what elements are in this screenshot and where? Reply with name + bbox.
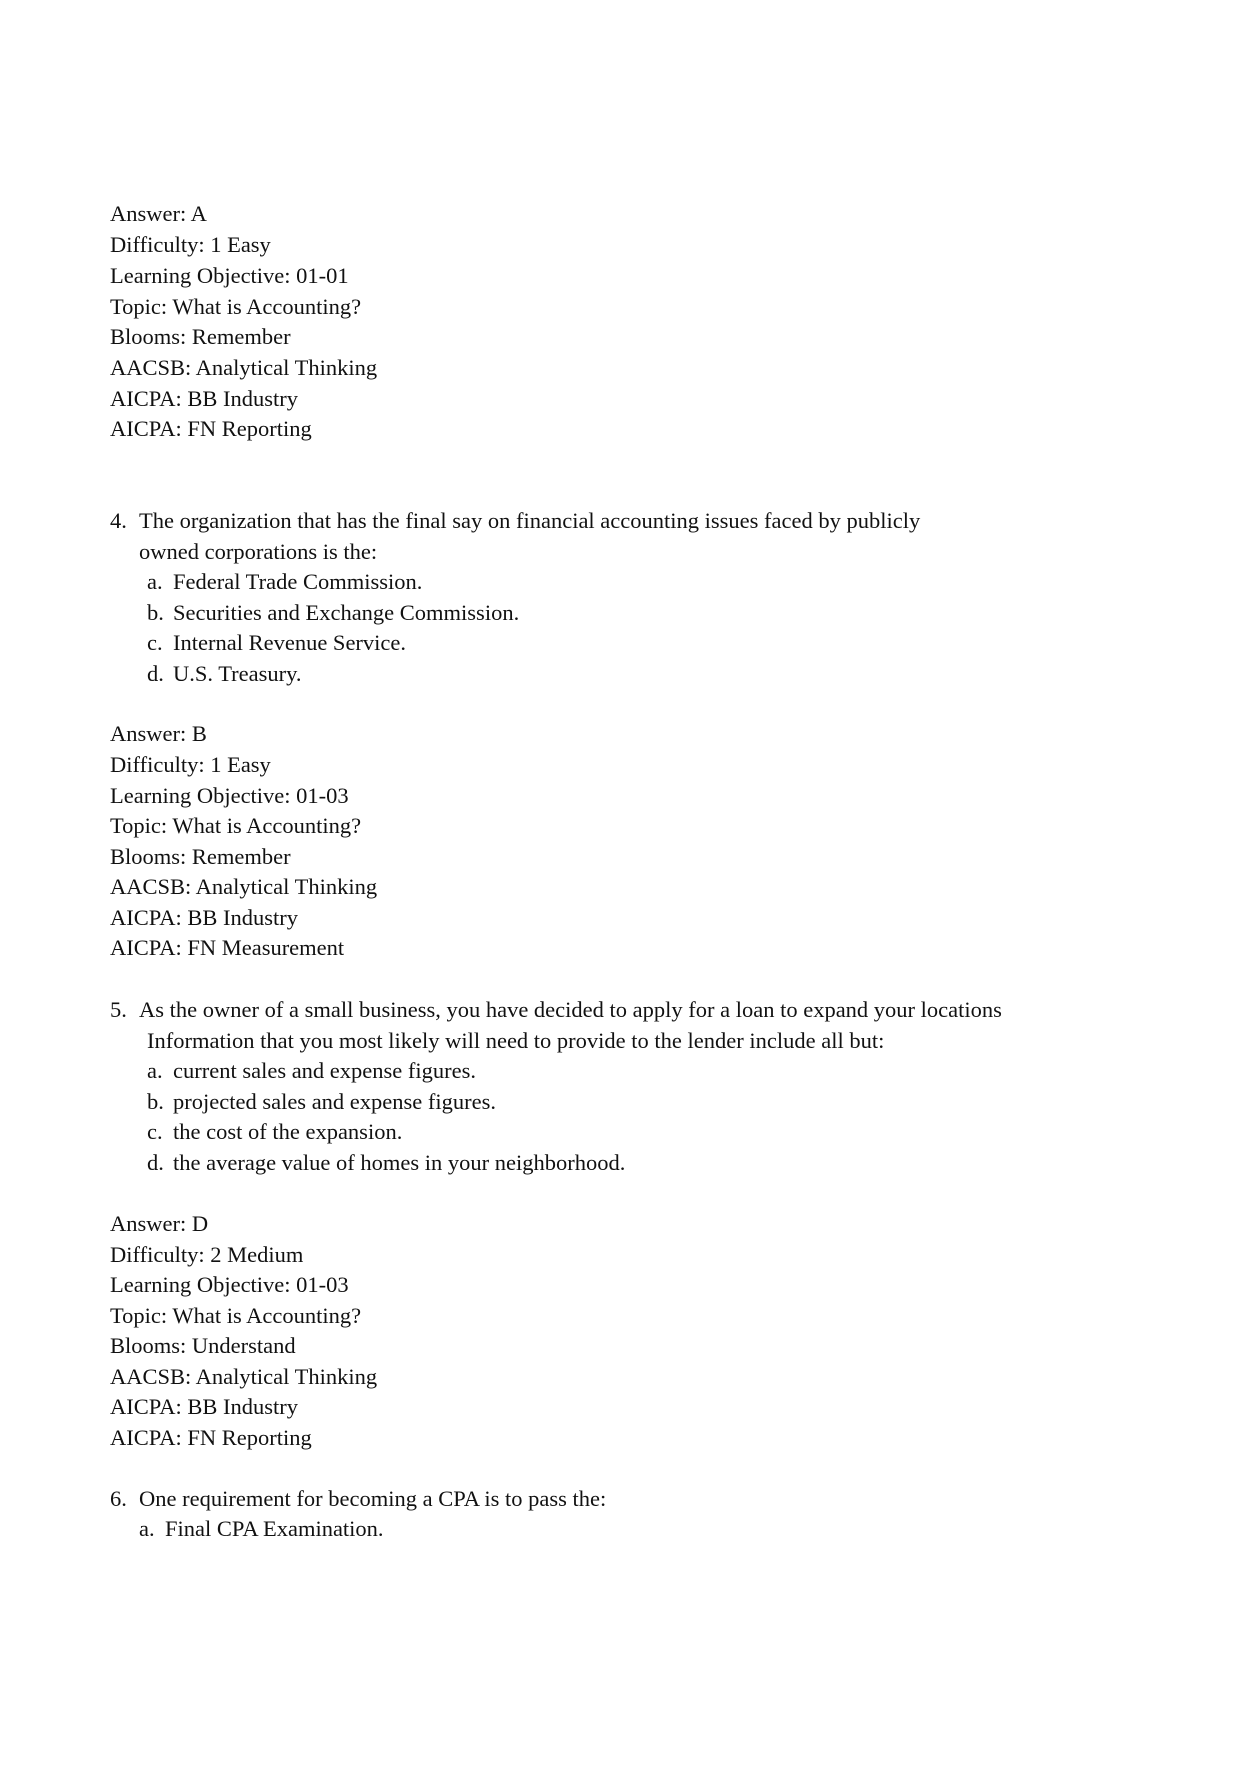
option-letter: c. — [147, 1119, 163, 1144]
question-5-stem — [110, 995, 1002, 1025]
question-6-option-a — [139, 1514, 384, 1544]
option-text: U.S. Treasury. — [173, 661, 302, 686]
difficulty-line: Difficulty: 1 Easy — [110, 232, 271, 257]
option-letter: b. — [147, 1089, 164, 1114]
question-5-stem-cont: Information that you most likely will need to provide to the lender include all but: — [147, 1028, 885, 1053]
question-6-stem — [110, 1484, 606, 1514]
difficulty-line: Difficulty: 2 Medium — [110, 1242, 304, 1267]
aicpa-line: AICPA: BB Industry — [110, 905, 298, 930]
option-text: Final CPA Examination. — [165, 1516, 384, 1541]
option-letter: a. — [139, 1516, 155, 1541]
option-text: current sales and expense figures. — [173, 1058, 477, 1083]
aacsb-line: AACSB: Analytical Thinking — [110, 355, 378, 380]
blooms-line: Blooms: Understand — [110, 1333, 296, 1358]
answer-line: Answer: A — [110, 201, 207, 226]
aicpa-line: AICPA: FN Measurement — [110, 935, 345, 960]
blooms-line: Blooms: Remember — [110, 844, 291, 869]
aicpa-line: AICPA: FN Reporting — [110, 1425, 312, 1450]
option-text: projected sales and expense figures. — [173, 1089, 496, 1114]
option-text: the average value of homes in your neighborhood. — [173, 1150, 626, 1175]
learning-objective-line: Learning Objective: 01-03 — [110, 783, 349, 808]
option-letter: c. — [147, 630, 163, 655]
aacsb-line: AACSB: Analytical Thinking — [110, 874, 378, 899]
question-number: 6. — [110, 1486, 127, 1511]
question-4-stem — [110, 506, 920, 536]
question-4-option-b — [147, 598, 519, 628]
aacsb-line: AACSB: Analytical Thinking — [110, 1364, 378, 1389]
topic-line: Topic: What is Accounting? — [110, 1303, 362, 1328]
question-5-option-a — [147, 1056, 476, 1086]
option-letter: b. — [147, 600, 164, 625]
question-4-option-a — [147, 567, 422, 597]
option-text: Securities and Exchange Commission. — [173, 600, 520, 625]
option-text: the cost of the expansion. — [173, 1119, 403, 1144]
question-text: One requirement for becoming a CPA is to pass the: — [139, 1486, 607, 1511]
answer-line: Answer: D — [110, 1211, 209, 1236]
question-number: 4. — [110, 508, 127, 533]
question-number: 5. — [110, 997, 127, 1022]
option-letter: a. — [147, 1058, 163, 1083]
aicpa-line: AICPA: FN Reporting — [110, 416, 312, 441]
question-4-option-c — [147, 628, 406, 658]
answer-line: Answer: B — [110, 721, 207, 746]
aicpa-line: AICPA: BB Industry — [110, 1394, 298, 1419]
topic-line: Topic: What is Accounting? — [110, 813, 362, 838]
option-letter: d. — [147, 661, 164, 686]
option-letter: a. — [147, 569, 163, 594]
learning-objective-line: Learning Objective: 01-01 — [110, 263, 349, 288]
question-text: The organization that has the final say on financial accounting issues faced by publicly — [139, 508, 921, 533]
difficulty-line: Difficulty: 1 Easy — [110, 752, 271, 777]
option-letter: d. — [147, 1150, 164, 1175]
question-5-option-b — [147, 1087, 496, 1117]
question-5-option-d — [147, 1148, 625, 1178]
question-4-option-d — [147, 659, 302, 689]
question-5-option-c — [147, 1117, 402, 1147]
option-text: Federal Trade Commission. — [173, 569, 423, 594]
learning-objective-line: Learning Objective: 01-03 — [110, 1272, 349, 1297]
question-text: As the owner of a small business, you have decided to apply for a loan to expand your locations — [139, 997, 1002, 1022]
blooms-line: Blooms: Remember — [110, 324, 291, 349]
topic-line: Topic: What is Accounting? — [110, 294, 362, 319]
option-text: Internal Revenue Service. — [173, 630, 407, 655]
question-4-stem-cont: owned corporations is the: — [139, 539, 378, 564]
aicpa-line: AICPA: BB Industry — [110, 386, 298, 411]
